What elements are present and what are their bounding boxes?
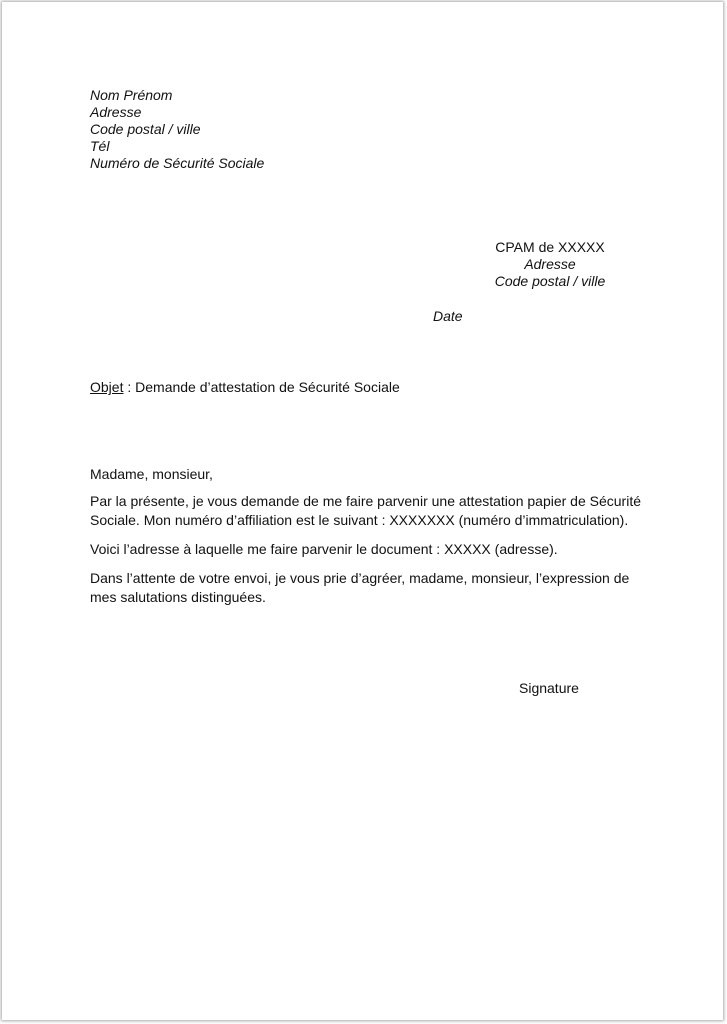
subject-line [90,379,400,395]
recipient-block [486,239,614,290]
body-paragraph-3: Dans l’attente de votre envoi, je vous prie d’agréer, madame, monsieur, l’expression de mes salutations distinguées. [90,570,630,605]
sender-name: Nom Prénom [90,87,173,103]
subject-text: Demande d’attestation de Sécurité Sociale [135,379,400,395]
body-paragraph-1: Par la présente, je vous demande de me faire parvenir une attestation papier de Sécurité Sociale. Mon numéro d’affiliation est le suivant : XXXXXXX (numéro d’immatriculation). [90,493,641,528]
sender-ss-number: Numéro de Sécurité Sociale [90,155,265,171]
body-paragraph-2: Voici l’adresse à laquelle me faire parvenir le document : XXXXX (adresse). [90,541,558,557]
signature: Signature [519,680,579,696]
letter-page [2,2,723,1020]
subject-separator: : [123,379,136,395]
sender-postal-city: Code postal / ville [90,121,201,137]
recipient-address: Adresse [524,256,576,272]
letter-body [90,465,642,617]
recipient-name: CPAM de XXXXX [495,239,605,255]
sender-address: Adresse [90,104,142,120]
letter-date: Date [433,308,463,324]
sender-phone: Tél [90,138,110,154]
subject-label: Objet [90,379,124,395]
sender-block [90,87,264,172]
salutation: Madame, monsieur, [90,466,213,482]
recipient-postal-city: Code postal / ville [494,273,606,289]
